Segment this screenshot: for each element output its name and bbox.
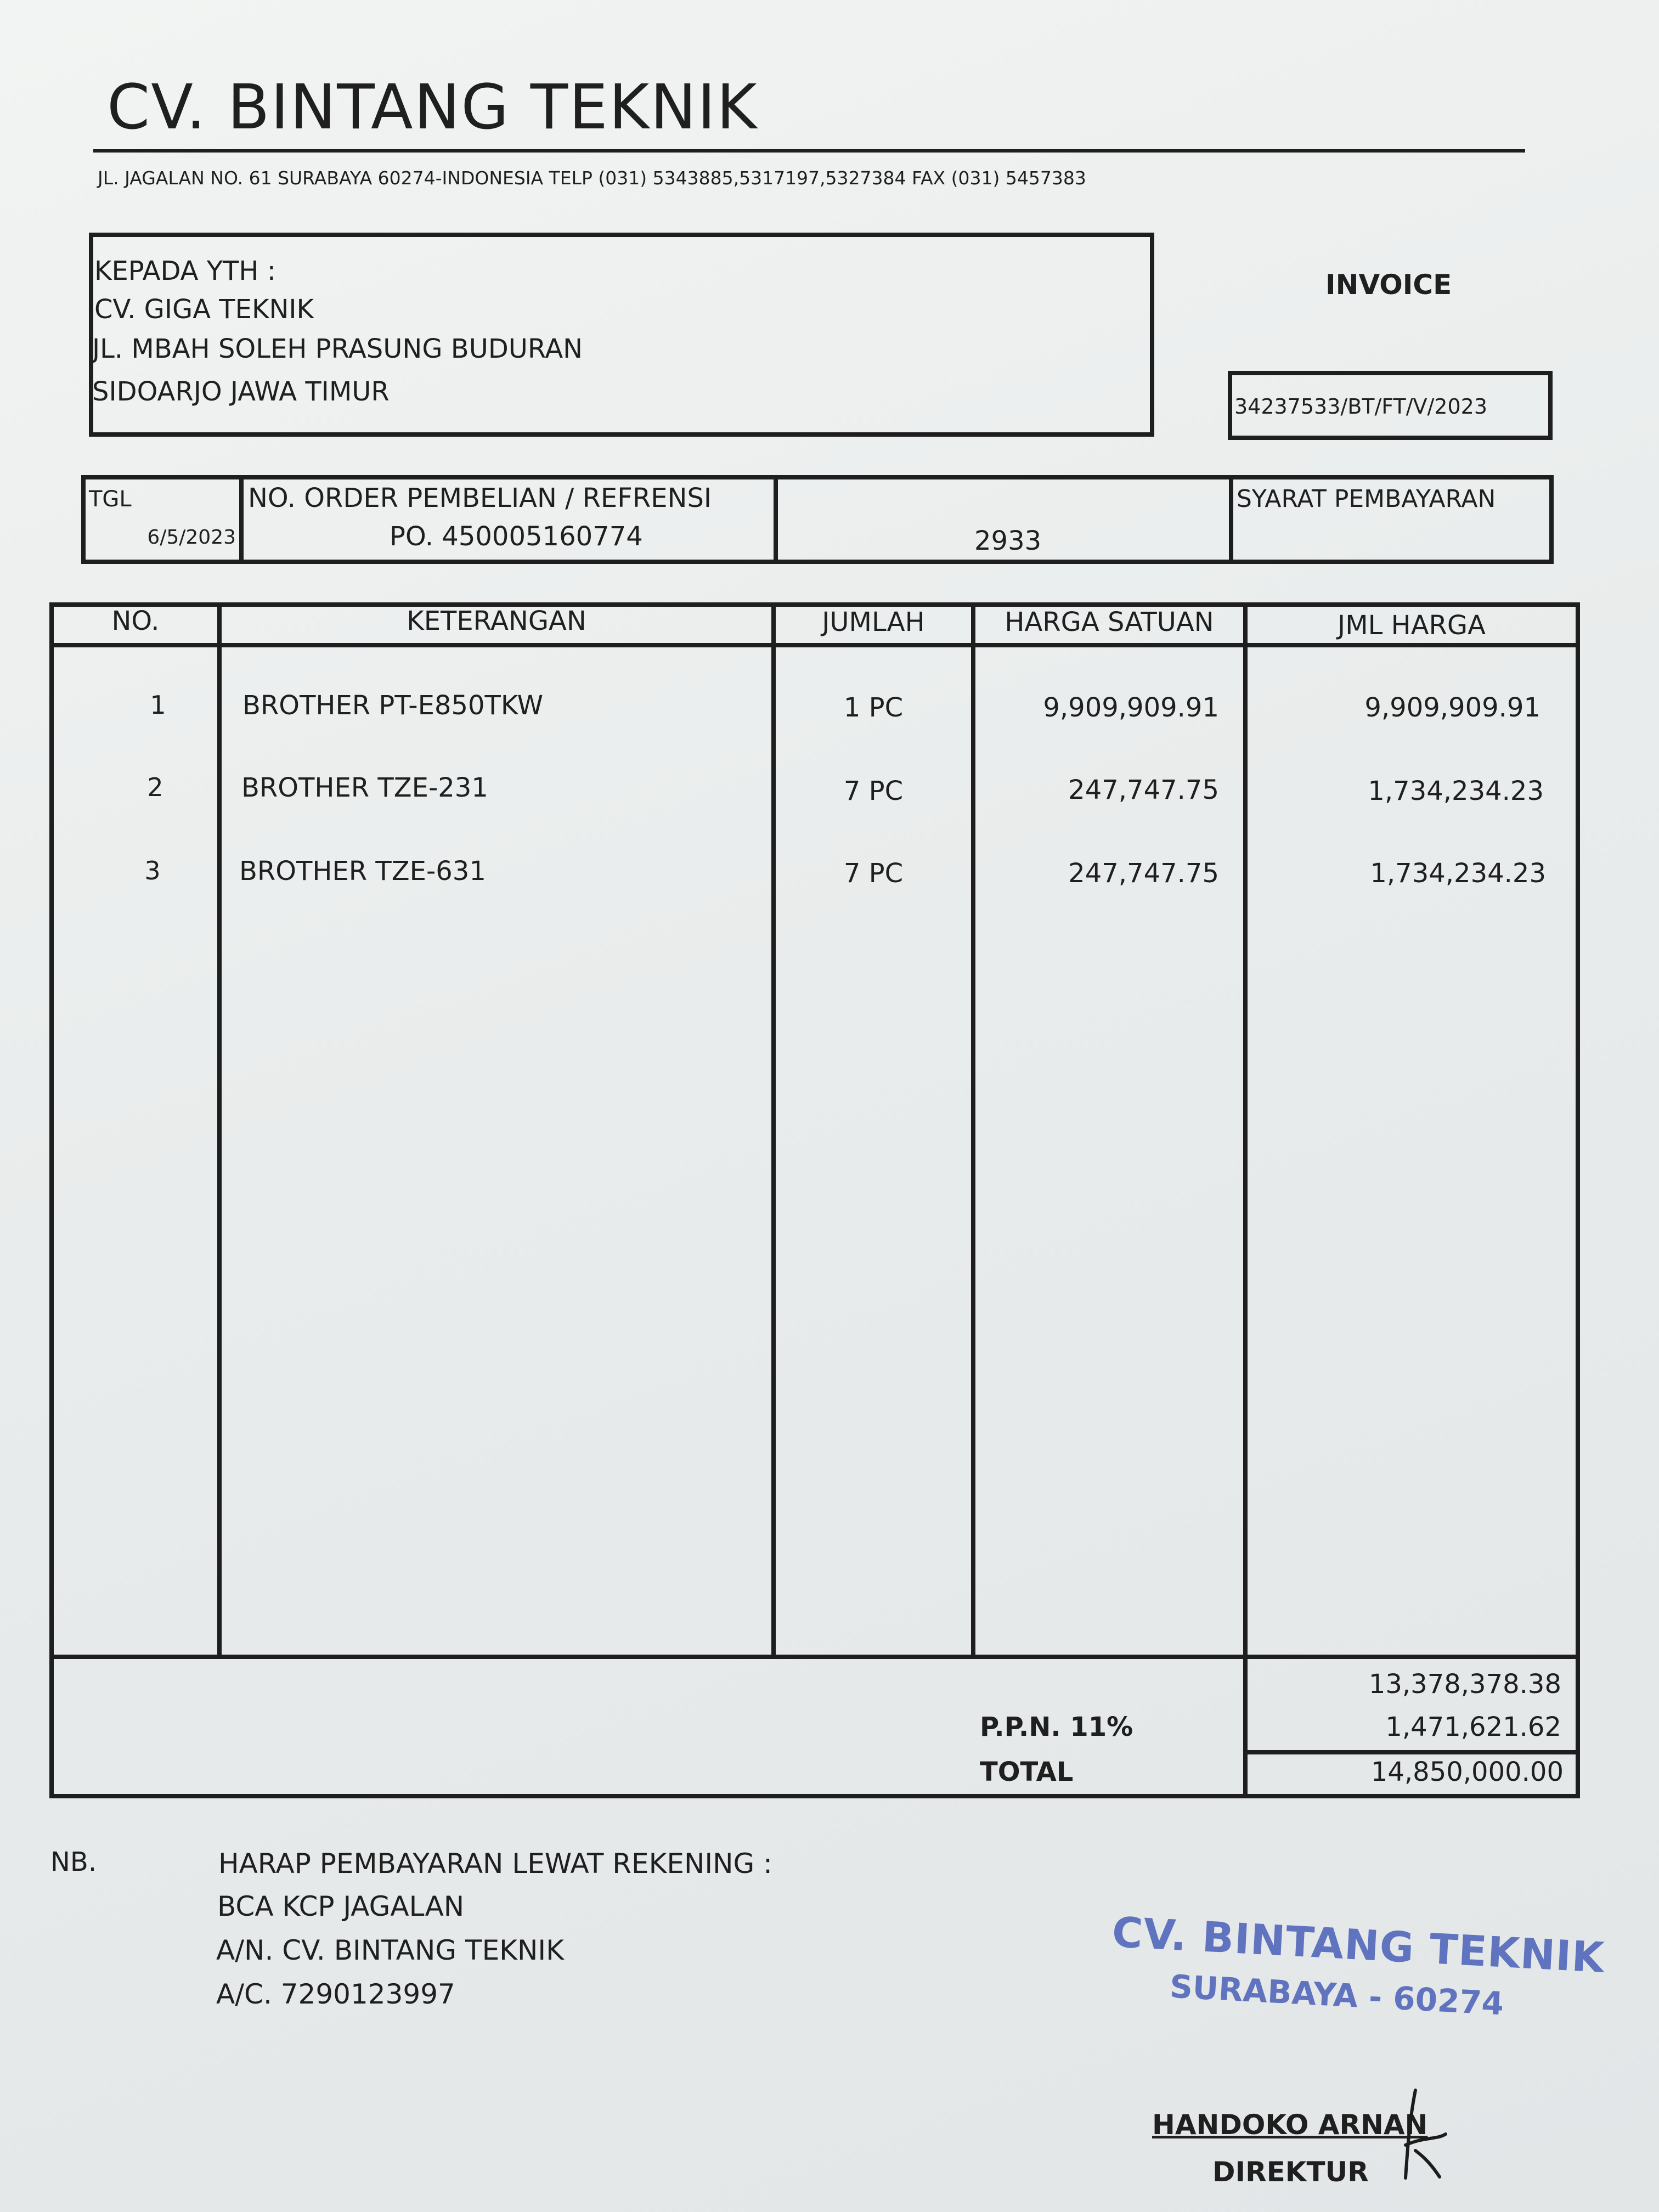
recipient-label: KEPADA YTH :: [94, 256, 276, 286]
order-divider-3: [1229, 475, 1233, 564]
po-label: NO. ORDER PEMBELIAN / REFRENSI: [248, 483, 712, 514]
header-description: KETERANGAN: [407, 606, 586, 636]
invoice-date: 6/5/2023: [147, 526, 236, 549]
invoice-title: INVOICE: [1325, 269, 1452, 301]
signatory-name: HANDOKO ARNAN: [1152, 2109, 1428, 2141]
note-line-3: A/N. CV. BINTANG TEKNIK: [216, 1934, 564, 1966]
row-1-no: 1: [150, 690, 166, 720]
col-divider-no: [217, 602, 222, 1659]
order-code: 2933: [974, 526, 1042, 556]
total-value: 14,850,000.00: [1370, 1757, 1564, 1787]
header-divider: [93, 149, 1525, 153]
tax-value: 1,471,621.62: [1385, 1712, 1561, 1742]
note-line-4: A/C. 7290123997: [216, 1978, 455, 2010]
table-header-divider: [49, 643, 1580, 647]
subtotal-value: 13,378,378.38: [1368, 1669, 1561, 1700]
company-name: CV. BINTANG TEKNIK: [107, 72, 758, 143]
stamp-city: SURABAYA - 60274: [1169, 1967, 1505, 2023]
row-2-unit-price: 247,747.75: [1068, 775, 1219, 805]
recipient-name: CV. GIGA TEKNIK: [94, 294, 314, 325]
total-divider: [1245, 1750, 1580, 1754]
company-stamp: [1107, 1904, 1606, 2047]
col-divider-desc: [771, 602, 776, 1659]
recipient-city: SIDOARJO JAWA TIMUR: [92, 376, 390, 407]
col-divider-price: [1243, 602, 1248, 1798]
header-unit-price: HARGA SATUAN: [1005, 607, 1214, 637]
row-3-description: BROTHER TZE-631: [239, 856, 486, 887]
header-amount: JML HARGA: [1338, 610, 1486, 641]
signatory-title: DIREKTUR: [1212, 2156, 1369, 2188]
row-3-unit-price: 247,747.75: [1068, 858, 1219, 889]
tax-label: P.P.N. 11%: [980, 1712, 1133, 1742]
row-3-no: 3: [144, 856, 161, 885]
order-divider-2: [774, 475, 778, 564]
stamp-company-name: CV. BINTANG TEKNIK: [1110, 1907, 1606, 1982]
header-no: NO.: [111, 606, 160, 636]
date-label: TGL: [89, 487, 132, 512]
row-3-amount: 1,734,234.23: [1370, 858, 1546, 889]
note-line-2: BCA KCP JAGALAN: [217, 1891, 465, 1922]
signature-mark: [1393, 2085, 1459, 2183]
row-2-description: BROTHER TZE-231: [241, 772, 488, 803]
payment-terms-label: SYARAT PEMBAYARAN: [1237, 485, 1496, 513]
note-label: NB.: [50, 1847, 97, 1877]
table-body-bottom: [49, 1655, 1580, 1659]
col-divider-qty: [971, 602, 975, 1659]
note-line-1: HARAP PEMBAYARAN LEWAT REKENING :: [218, 1848, 773, 1880]
row-1-unit-price: 9,909,909.91: [1043, 692, 1219, 723]
row-2-qty: 7 PC: [843, 776, 904, 806]
po-number: PO. 450005160774: [390, 521, 643, 552]
row-2-no: 2: [147, 772, 163, 802]
row-3-qty: 7 PC: [843, 858, 904, 889]
row-1-qty: 1 PC: [843, 692, 904, 723]
row-2-amount: 1,734,234.23: [1368, 776, 1544, 806]
company-address: JL. JAGALAN NO. 61 SURABAYA 60274-INDONESIA TELP (031) 5343885,5317197,5327384 FAX (031) 5457383: [98, 167, 1086, 189]
invoice-number: 34237533/BT/FT/V/2023: [1234, 394, 1488, 419]
order-divider-1: [239, 475, 244, 564]
header-qty: JUMLAH: [822, 607, 925, 637]
row-1-amount: 9,909,909.91: [1364, 692, 1541, 723]
recipient-street: JL. MBAH SOLEH PRASUNG BUDURAN: [92, 334, 583, 364]
total-label: TOTAL: [980, 1757, 1074, 1787]
row-1-description: BROTHER PT-E850TKW: [242, 690, 544, 721]
